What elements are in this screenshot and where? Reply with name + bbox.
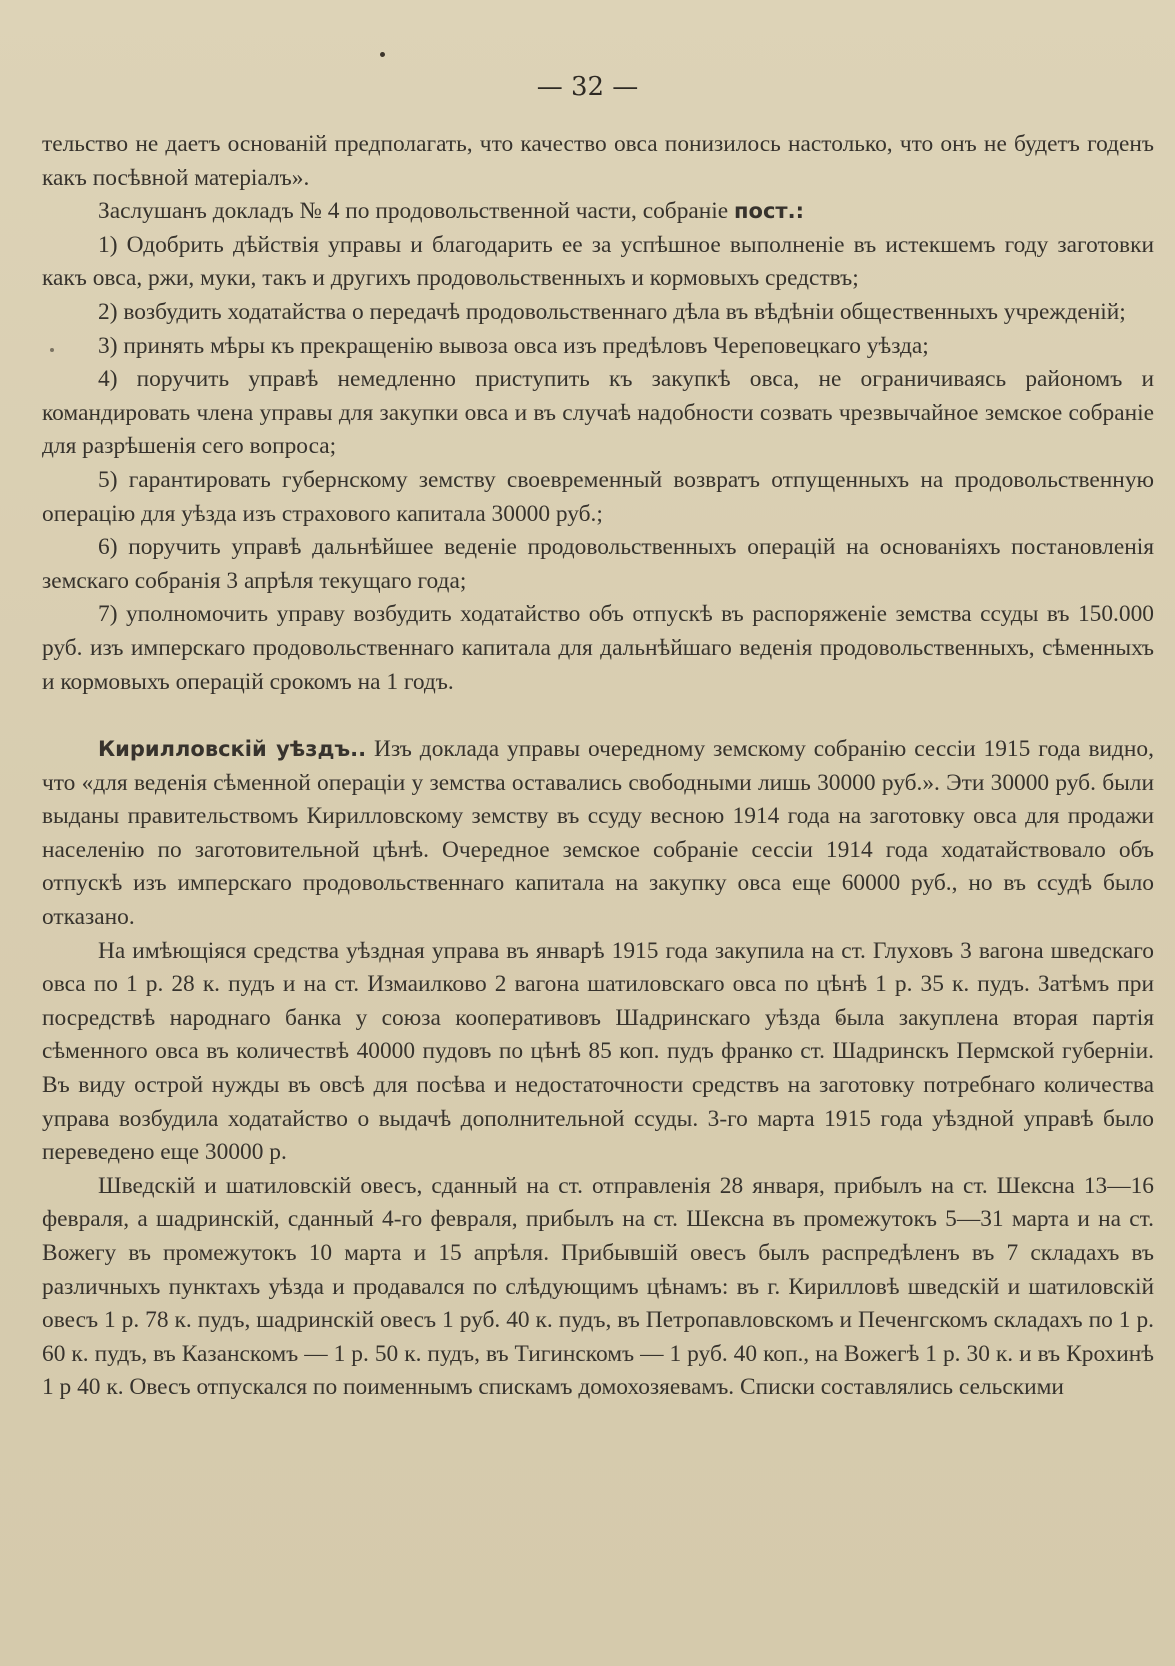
resolution-item-6: 6) поручить управѣ дальнѣйшее веденіе продовольственныхъ операцій на основаніяхъ постановленія земскаго собранія 3 апрѣля текущаго года;	[42, 534, 1154, 594]
paragraph-delivery: Шведскій и шатиловскій овесъ, сданный на ст. отправленія 28 января, прибылъ на ст. Шексна 13—16 февраля, а шадринскій, сданный 4-го февраля, прибылъ на ст. Шексна въ промежутокъ 5—31 марта и на ст. Вожегу въ промежутокъ 10 марта и 15 апрѣля. Прибывшій овесъ былъ распредѣленъ въ 7 складахъ въ различныхъ пунктахъ уѣзда и продавался по слѣдующимъ цѣнамъ: въ г. Кирилловѣ шведскій и шатиловскій овесъ 1 р. 78 к. пудъ, шадринскій овесъ 1 руб. 40 к. пудъ, въ Петропавловскомъ и Печенгскомъ складахъ по 1 р. 60 к. пудъ, въ Казанскомъ — 1 р. 50 к. пудъ, въ Тигинскомъ — 1 руб. 40 коп., на Вожегѣ 1 р. 30 к. и въ Крохинѣ 1 р 40 к. Овесъ отпускался по поименнымъ спискамъ домохозяевамъ. Списки составлялись сельскими	[42, 1172, 1154, 1401]
resolution-item-3: 3) принять мѣры къ прекращенію вывоза овса изъ предѣловъ Череповецкаго уѣзда;	[98, 332, 929, 359]
resolution-item-7: 7) уполномочить управу возбудить ходатайство объ отпускѣ въ распоряженіе земства ссуды въ 150.000 руб. изъ имперскаго продовольственнаго капитала для дальнѣйшаго веденія продовольственныхъ, сѣменныхъ и кормовыхъ операцій срокомъ на 1 годъ.	[42, 601, 1154, 695]
paragraph-continuation: тельство не даетъ основаній предполагать, что качество овса понизилось настолько, что онъ не будетъ годенъ какъ посѣвной матеріалъ».	[42, 131, 1154, 191]
resolution-label: пост.:	[734, 199, 804, 224]
paragraph-purchases: На имѣющіяся средства уѣздная управа въ январѣ 1915 года закупила на ст. Глуховъ 3 вагона шведскаго овса по 1 р. 28 к. пудъ и на ст. Измаилково 2 вагона шатиловскаго овса по цѣнѣ 1 р. 35 к. пудъ. Затѣмъ при посредствѣ народнаго банка у союза кооперативовъ Шадринскаго уѣзда была закуплена вторая партія сѣменного овса въ количествѣ 40000 пудовъ по цѣнѣ 85 коп. пудъ франко ст. Шадринскъ Пермской губерніи. Въ виду острой нужды въ овсѣ для посѣва и недостаточности средствъ на заготовку потребнаго количества управа возбудила ходатайство о выдачѣ дополнительной ссуды. 3-го марта 1915 года уѣздной управѣ было переведено еще 30000 р.	[42, 937, 1154, 1166]
paragraph-report-text: Заслушанъ докладъ № 4 по продовольственной части, собраніе	[98, 198, 735, 225]
resolution-item-1: 1) Одобрить дѣйствія управы и благодарить ее за успѣшное выполненіе въ истекшемъ году заготовки какъ овса, ржи, муки, такъ и другихъ продовольственныхъ и кормовыхъ средствъ;	[42, 231, 1154, 292]
paragraph-kirillov-text: Изъ доклада управы очередному земскому собранію сессіи 1915 года видно, что «для веденія сѣменной операціи у земства оставались свободными лишь 30000 руб.». Эти 30000 руб. были выданы правительствомъ Кирилловскому земству въ ссуду весною 1914 года на заготовку овса для продажи населенію по заготовительной цѣнѣ. Очередное земское собраніе сессіи 1914 года ходатайствовало объ отпускѣ изъ имперскаго продовольственнаго капитала на закупку овса еще 60000 руб., но въ ссудѣ было отказано.	[42, 736, 1154, 931]
body-text	[42, 128, 1154, 1405]
resolution-item-5: 5) гарантировать губернскому земству своевременный возвратъ отпущенныхъ на продовольственную операцію для уѣзда изъ страхового капитала 30000 руб.;	[42, 466, 1154, 527]
resolution-item-2: 2) возбудить ходатайства о передачѣ продовольственнаго дѣла въ вѣдѣніи общественныхъ учрежденій;	[98, 298, 1126, 325]
paragraph-kirillov	[42, 733, 1154, 935]
ink-speck	[380, 52, 385, 57]
section-heading-kirillov: Кирилловскій уѣздъ..	[98, 737, 367, 762]
page-number: — 32 —	[536, 72, 639, 102]
paragraph-report	[42, 195, 1154, 229]
resolution-item-4: 4) поручить управѣ немедленно приступить къ закупкѣ овса, не ограничиваясь райономъ и командировать члена управы для закупки овса и въ случаѣ надобности созвать чрезвычайное земское собраніе для разрѣшенія сего вопроса;	[42, 366, 1154, 460]
